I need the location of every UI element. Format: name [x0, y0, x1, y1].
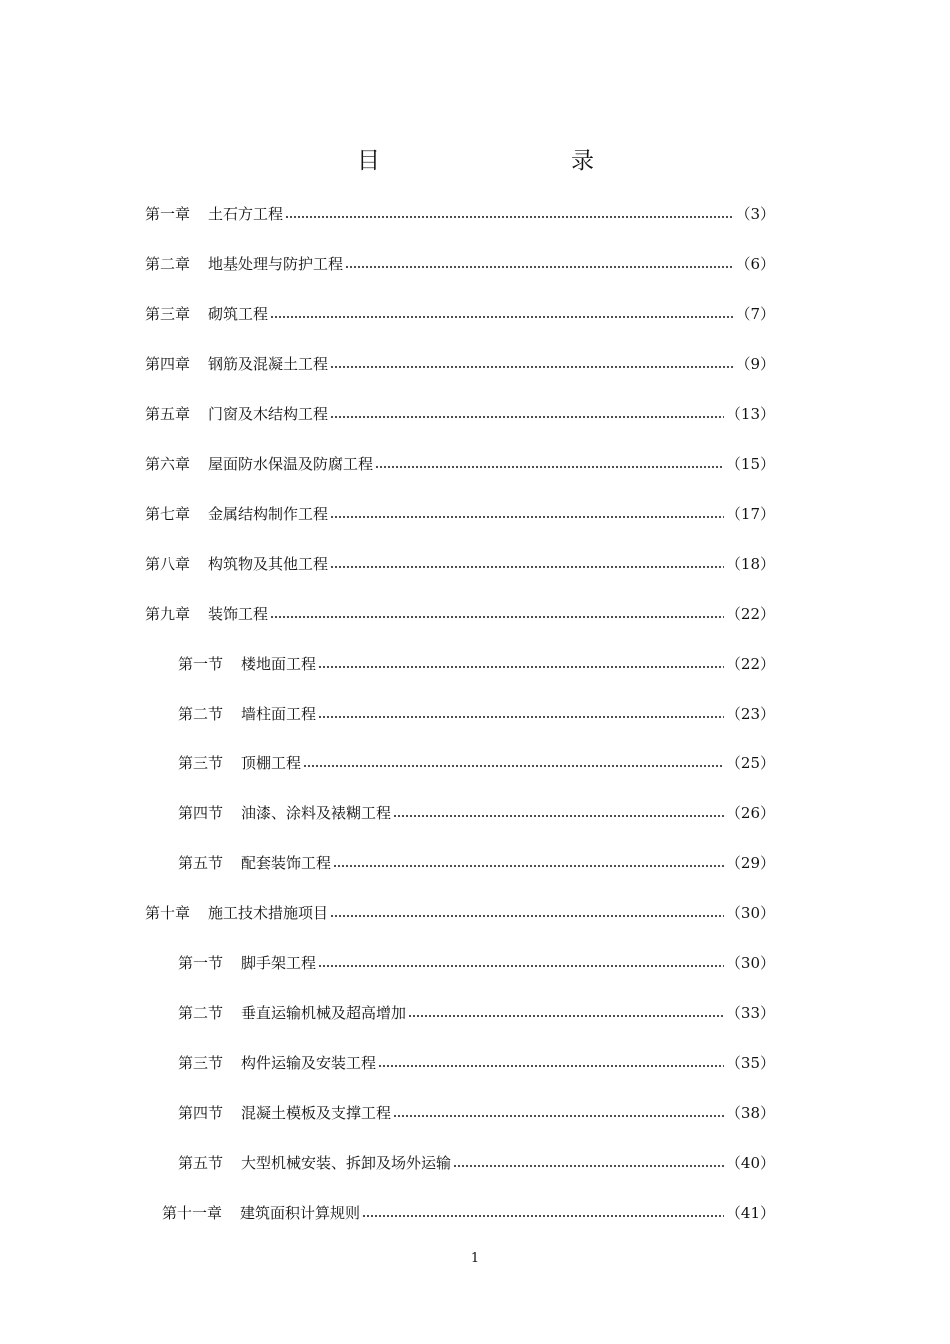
toc-heading [0, 144, 950, 178]
toc-entry [145, 502, 775, 526]
toc-entry [145, 402, 775, 426]
toc-entry-label: 第三节 [178, 754, 224, 772]
toc-entry [145, 901, 775, 925]
toc-entry-label: 第九章 [145, 605, 191, 623]
toc-entry [145, 302, 775, 326]
toc-dot-leader [330, 416, 724, 418]
toc-dot-leader [378, 1065, 724, 1067]
toc-entry-title: 砌筑工程 [208, 305, 269, 323]
toc-entry-title: 地基处理与防护工程 [208, 255, 344, 273]
toc-dot-leader [393, 1115, 724, 1117]
toc-entry [145, 252, 775, 276]
toc-entry-label: 第一节 [178, 954, 224, 972]
toc-entry-label: 第三章 [145, 305, 191, 323]
toc-entry-label: 第七章 [145, 505, 191, 523]
toc-entry-page: （13） [725, 405, 775, 423]
toc-dot-leader [330, 516, 724, 518]
toc-entry-title: 构件运输及安装工程 [241, 1054, 377, 1072]
toc-entry-page: （33） [725, 1004, 775, 1022]
toc-entry-label: 第十章 [145, 904, 191, 922]
toc-entry-title: 钢筋及混凝土工程 [208, 355, 329, 373]
toc-entry-title: 垂直运输机械及超高增加 [241, 1004, 407, 1022]
toc-entry-label: 第二节 [178, 705, 224, 723]
toc-entry-page: （15） [725, 455, 775, 473]
toc-entry [178, 951, 775, 975]
toc-dot-leader [303, 765, 724, 767]
toc-entry [145, 352, 775, 376]
toc-entry-label: 第五节 [178, 854, 224, 872]
toc-dot-leader [333, 865, 724, 867]
toc-entry [145, 452, 775, 476]
toc-entry-label: 第二节 [178, 1004, 224, 1022]
toc-entry-title: 施工技术措施项目 [208, 904, 329, 922]
toc-entry [178, 751, 775, 775]
toc-entry [178, 851, 775, 875]
toc-dot-leader [362, 1215, 724, 1217]
toc-dot-leader [375, 466, 724, 468]
toc-entry-page: （18） [725, 555, 775, 573]
toc-entry-page: （26） [725, 804, 775, 822]
toc-entry-title: 建筑面积计算规则 [240, 1204, 361, 1222]
toc-entry-page: （38） [725, 1104, 775, 1122]
toc-entry-title: 屋面防水保温及防腐工程 [208, 455, 374, 473]
toc-dot-leader [270, 316, 733, 318]
toc-entry-title: 门窗及木结构工程 [208, 405, 329, 423]
toc-entry-label: 第二章 [145, 255, 191, 273]
toc-entry-page: （7） [735, 305, 775, 323]
toc-entry-title: 配套装饰工程 [241, 854, 332, 872]
toc-entry-label: 第四节 [178, 1104, 224, 1122]
toc-entry [162, 1201, 775, 1225]
toc-entry [178, 1001, 775, 1025]
toc-entry-title: 大型机械安装、拆卸及场外运输 [241, 1154, 452, 1172]
toc-entry-page: （29） [725, 854, 775, 872]
toc-entry-title: 土石方工程 [208, 205, 284, 223]
toc-entry-page: （41） [725, 1204, 775, 1222]
toc-entry [145, 202, 775, 226]
toc-entry-page: （6） [735, 255, 775, 273]
toc-entry-label: 第八章 [145, 555, 191, 573]
toc-dot-leader [318, 666, 724, 668]
toc-entry [145, 602, 775, 626]
toc-dot-leader [318, 716, 724, 718]
toc-dot-leader [330, 915, 724, 917]
toc-entry-page: （30） [725, 954, 775, 972]
toc-entry-title: 构筑物及其他工程 [208, 555, 329, 573]
toc-entry [178, 652, 775, 676]
toc-entry-label: 第五节 [178, 1154, 224, 1172]
toc-entry [178, 1151, 775, 1175]
page-number: 1 [470, 1251, 480, 1266]
toc-entry-title: 金属结构制作工程 [208, 505, 329, 523]
toc-entry [145, 552, 775, 576]
toc-dot-leader [453, 1165, 724, 1167]
toc-entry-title: 混凝土模板及支撑工程 [241, 1104, 392, 1122]
toc-dot-leader [393, 815, 724, 817]
toc-entry-page: （9） [735, 355, 775, 373]
toc-entry-page: （17） [725, 505, 775, 523]
toc-entry-label: 第三节 [178, 1054, 224, 1072]
toc-dot-leader [408, 1015, 724, 1017]
toc-entry-label: 第四节 [178, 804, 224, 822]
toc-entry-page: （22） [725, 605, 775, 623]
toc-dot-leader [330, 566, 724, 568]
toc-entry [178, 702, 775, 726]
toc-dot-leader [318, 965, 724, 967]
toc-dot-leader [285, 216, 733, 218]
toc-entry-page: （35） [725, 1054, 775, 1072]
toc-entry-label: 第四章 [145, 355, 191, 373]
toc-entry-page: （30） [725, 904, 775, 922]
toc-entry-title: 顶棚工程 [241, 754, 302, 772]
toc-dot-leader [270, 616, 724, 618]
toc-entry [178, 1101, 775, 1125]
toc-entry [178, 801, 775, 825]
toc-entry-page: （3） [735, 205, 775, 223]
toc-dot-leader [330, 366, 733, 368]
toc-entry-label: 第五章 [145, 405, 191, 423]
toc-entry-title: 脚手架工程 [241, 954, 317, 972]
toc-entry-label: 第一章 [145, 205, 191, 223]
toc-entry-title: 装饰工程 [208, 605, 269, 623]
toc-heading-char-2: 录 [571, 148, 594, 174]
toc-entry-label: 第一节 [178, 655, 224, 673]
toc-entry-label: 第十一章 [162, 1204, 223, 1222]
toc-entry-title: 楼地面工程 [241, 655, 317, 673]
toc-entry-title: 油漆、涂料及裱糊工程 [241, 804, 392, 822]
toc-heading-char-1: 目 [357, 148, 380, 174]
toc-entry-page: （22） [725, 655, 775, 673]
toc-entry-label: 第六章 [145, 455, 191, 473]
toc-dot-leader [345, 266, 733, 268]
toc-entry-page: （25） [725, 754, 775, 772]
toc-entry-page: （40） [725, 1154, 775, 1172]
toc-entry [178, 1051, 775, 1075]
toc-entry-page: （23） [725, 705, 775, 723]
toc-entry-title: 墙柱面工程 [241, 705, 317, 723]
